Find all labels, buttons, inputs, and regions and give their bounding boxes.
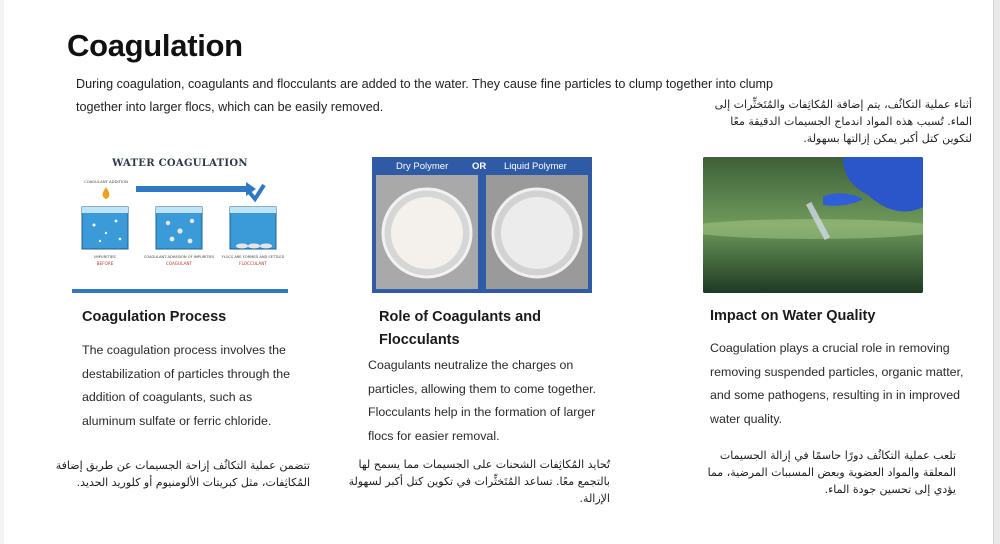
intro-text-ar: أثناء عملية التكاثُف، يتم إضافة المُكاثِفات والمُتَخثِّرات إلى الماء. تُسبب هذه المواد اندماج الجسيمات الدقيقة معًا لتكوين كتل أكبر يمكن إزالتها بسهولة.: [714, 98, 972, 145]
polymer-graphic: [372, 157, 592, 293]
drop-icon: [103, 187, 110, 199]
or-label: OR: [472, 161, 487, 172]
column-text-ar-role-of-coagulants: تُحايد المُكاثِفات الشحنات على الجسيمات مما يسمح لها بالتجمع معًا. تساعد المُتَخثِّرات في تكوين كتل أكبر لسهولة الإزالة.: [348, 458, 610, 505]
column-heading-impact-on-water-quality: Impact on Water Quality: [710, 308, 876, 324]
slide-title: Coagulation: [67, 28, 243, 63]
slide-right-edge: [993, 0, 1000, 544]
caption-coagulant: COAGULANT ADHESION OF IMPURITIES: [143, 255, 215, 259]
column-heading-role-of-coagulants: Role of Coagulants and Flocculants: [379, 309, 541, 348]
stage-flocculant: FLOCCULANT: [239, 261, 267, 266]
illustration-graphic: [72, 155, 288, 293]
caption-flocs: FLOCS ARE FORMED AND SETTLED: [221, 255, 285, 259]
illustration-bottom-bar: [72, 289, 288, 293]
dry-polymer-label: Dry Polymer: [396, 161, 449, 172]
caption-impurities: IMPURITIES: [94, 254, 116, 259]
column-heading-coagulation-process: Coagulation Process: [82, 309, 227, 325]
process-arrow: [136, 186, 246, 192]
water-sample-photo: [703, 157, 923, 293]
intro-text-en: During coagulation, coagulants and flocculants are added to the water. They cause fine particles to clump together into clump together into larger flocs, which can be easily removed.: [76, 77, 774, 114]
tank-coagulant: [156, 207, 202, 249]
tank-flocculant: [230, 207, 276, 249]
stage-coagulant: COAGULANT: [165, 261, 193, 266]
water-shine: [703, 219, 923, 239]
slide-left-edge: [0, 0, 4, 544]
illustration-title: WATER COAGULATION: [112, 158, 248, 169]
coagulant-addition-label: COAGULANT ADDITION: [84, 179, 128, 184]
stage-before: BEFORE: [96, 261, 114, 266]
tank-before: [82, 207, 128, 249]
water-coagulation-illustration: [72, 155, 288, 293]
liquid-polymer-label: Liquid Polymer: [504, 161, 567, 172]
column-text-ar-impact-on-water-quality: تلعب عملية التكاثُف دورًا حاسمًا في إزالة الجسيمات المعلقة والمواد العضوية وبعض المسببات المرضية، مما يؤدي إلى تحسين جودة الماء.: [707, 449, 956, 496]
polymer-photo: [372, 157, 592, 293]
column-text-ar-coagulation-process: تتضمن عملية التكاثُف إزاحة الجسيمات عن طريق إضافة المُكاثِفات، مثل كبريتات الألومنيوم أو كلوريد الحديد.: [55, 459, 310, 489]
dry-polymer-powder: [391, 197, 463, 269]
column-text-en-coagulation-process: The coagulation process involves the destabilization of particles through the addition of coagulants, such as aluminum sulfate or ferric chloride.: [82, 343, 291, 428]
column-text-en-impact-on-water-quality: Coagulation plays a crucial role in removing removing suspended particles, organic matter, and some pathogens, resulting in in improved water quality.: [710, 341, 964, 426]
water-sample-graphic: [703, 157, 923, 293]
column-text-en-role-of-coagulants: Coagulants neutralize the charges on particles, allowing them to come together. Flocculants help in the formation of larger flocs for easier removal.: [368, 358, 596, 443]
liquid-polymer-fluid: [501, 197, 573, 269]
